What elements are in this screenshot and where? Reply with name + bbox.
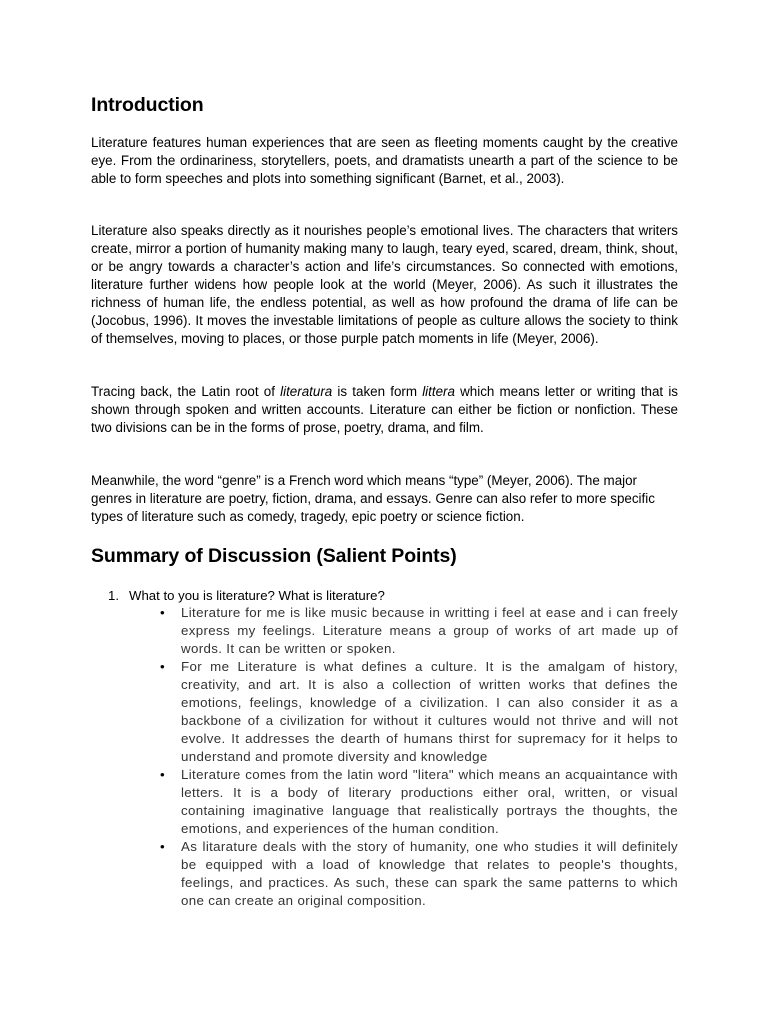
p3-latin-word-literatura: literatura xyxy=(280,384,333,399)
question-number: 1. xyxy=(108,588,119,603)
answer-text: Literature comes from the latin word "litera" which means an acquaintance with letters. It is a body of literary productions either oral, written, or visual containing imaginative language that realistically portrays the thoughts, the emotions, and experiences of the human condition. xyxy=(181,767,678,836)
question-item xyxy=(108,587,385,605)
p3-text-a: Tracing back, the Latin root of xyxy=(91,384,281,399)
intro-paragraph-1: Literature features human experiences that are seen as fleeting moments caught by the creative eye. From the ordinariness, storytellers, poets, and dramatists unearth a part of the science to be able to form speeches and plots into something significant (Barnet, et al., 2003). xyxy=(91,135,678,186)
summary-heading: Summary of Discussion (Salient Points) xyxy=(91,545,457,567)
answer-item xyxy=(160,838,678,910)
introduction-heading: Introduction xyxy=(91,94,204,116)
intro-paragraph-2: Literature also speaks directly as it nourishes people’s emotional lives. The characters that writers create, mirror a portion of humanity making many to laugh, teary eyed, scared, dream, think, shout, or be angry towards a character’s action and life’s circumstances. So connected with emotions, literature further widens how people look at the world (Meyer, 2006). As such it illustrates the richness of human life, the endless potential, as well as how profound the drama of life can be (Jocobus, 1996). It moves the investable limitations of people as culture allows the society to think of themselves, moving to places, or those purple patch moments in life (Meyer, 2006). xyxy=(91,223,678,346)
question-text: What to you is literature? What is literature? xyxy=(129,588,385,603)
answer-text: As litarature deals with the story of humanity, one who studies it will definitely be equipped with a load of knowledge that relates to people's thoughts, feelings, and practices. As such, these can spark the same patterns to which one can create an original composition. xyxy=(181,839,678,908)
intro-paragraph-3 xyxy=(91,383,678,437)
bullet-icon: • xyxy=(160,659,166,674)
p3-text-e: which means letter or writing that is shown through spoken and written accounts. Literature can either be fiction or nonfiction. These two divisions can be in the forms of prose, poetry, drama, and film. xyxy=(91,384,678,435)
answer-list xyxy=(160,604,678,910)
answer-text: For me Literature is what defines a culture. It is the amalgam of history, creativity, and art. It is also a collection of written works that defines the emotions, feelings, knowledge of a civilization. I can also consider it as a backbone of a civilization for without it cultures would not thrive and will not evolve. It addresses the dearth of humans thirst for supremacy for it helps to understand and promote diversity and knowledge xyxy=(181,659,678,764)
intro-paragraph-4: Meanwhile, the word “genre” is a French word which means “type” (Meyer, 2006). The major genres in literature are poetry, fiction, drama, and essays. Genre can also refer to more specific types of literature such as comedy, tragedy, epic poetry or science fiction. xyxy=(91,473,655,524)
bullet-icon: • xyxy=(160,767,166,782)
answer-item xyxy=(160,766,678,838)
bullet-icon: • xyxy=(160,839,166,854)
p3-latin-word-littera: littera xyxy=(422,384,455,399)
answer-text: Literature for me is like music because in writting i feel at ease and i can freely express my feelings. Literature means a group of works of art made up of words. It can be written or spoken. xyxy=(181,605,678,656)
p3-text-c: is taken form xyxy=(332,384,423,399)
bullet-icon: • xyxy=(160,605,166,620)
answer-item xyxy=(160,658,678,766)
answer-item xyxy=(160,604,678,658)
